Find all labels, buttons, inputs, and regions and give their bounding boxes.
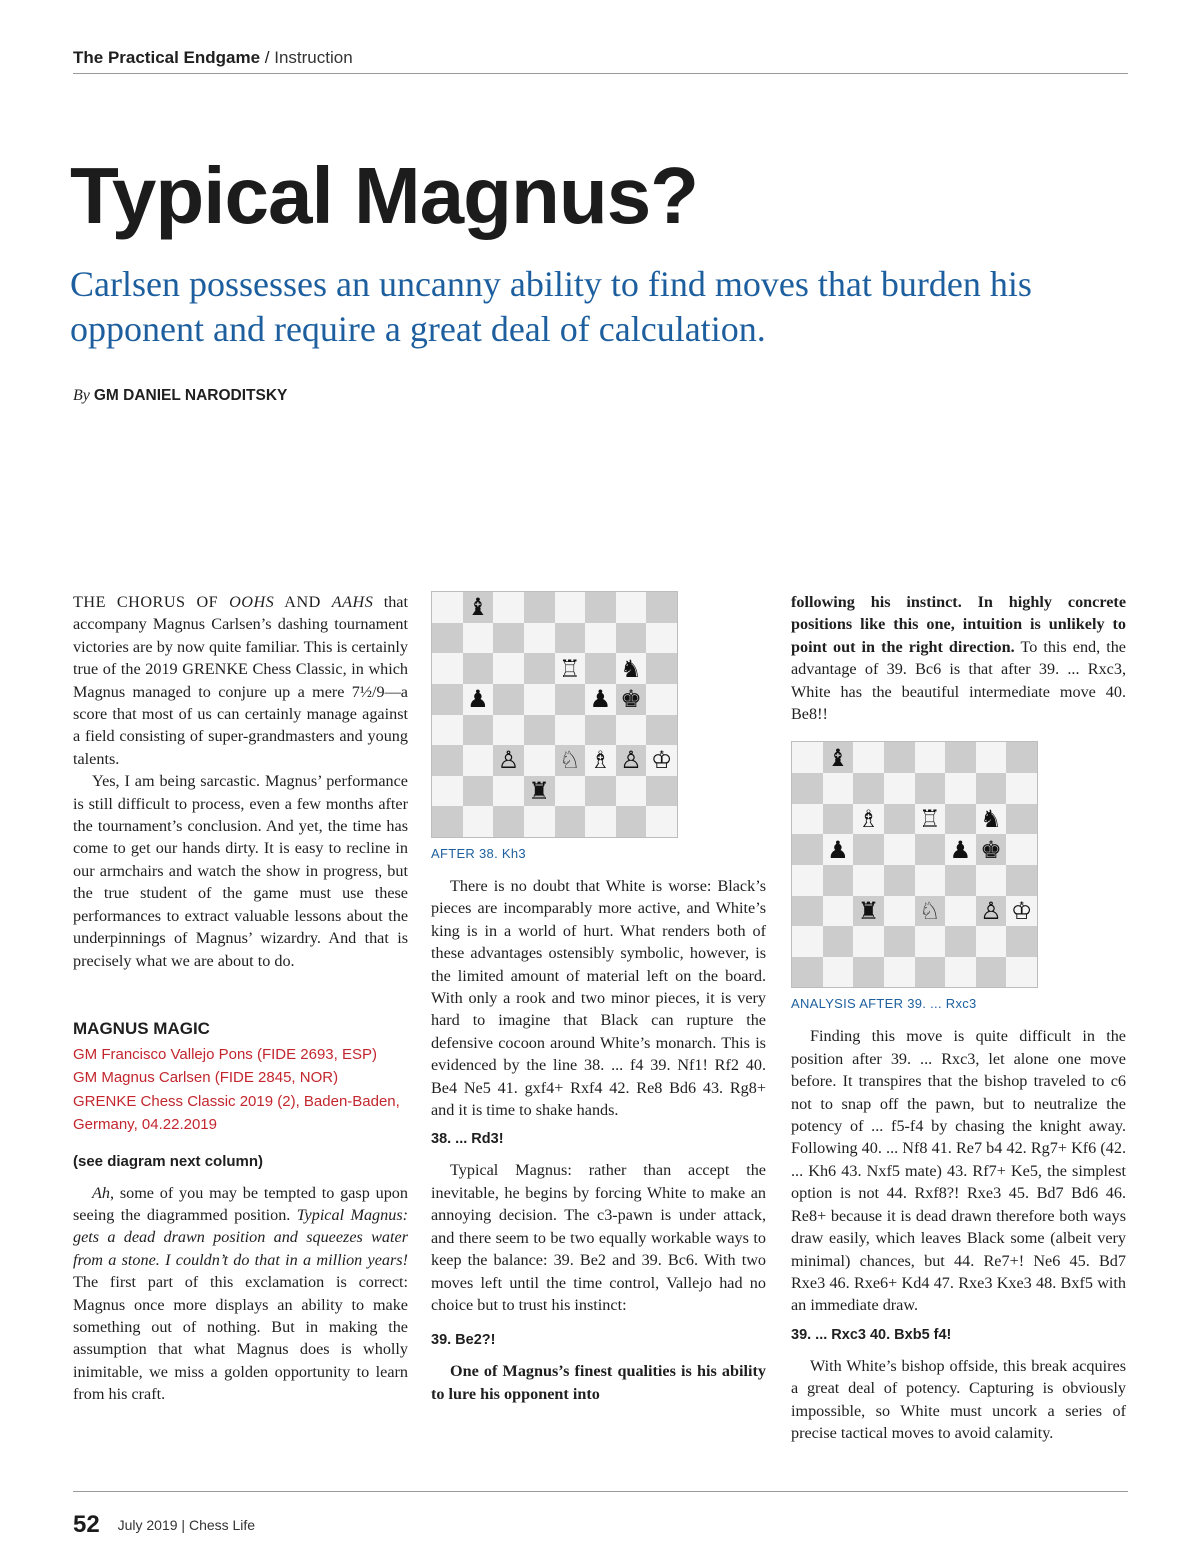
chess-piece-square: ♙	[493, 745, 524, 776]
board-square	[524, 592, 555, 623]
board-square	[616, 592, 647, 623]
header-separator: /	[260, 48, 275, 67]
board-square	[432, 715, 463, 746]
board-square	[823, 804, 854, 835]
board-square	[646, 653, 677, 684]
column-3	[791, 591, 1126, 1444]
paragraph-8: Finding this move is quite difficult in the position after 39. ... Rxc3, let alone one move before. It transpires that the bishop traveled to c6 not to snap off the pawn, but to neutralize the potency of ... f5-f4 by chasing the knight away. Following 40. ... Nf8 41. Re7 b4 42. Rg7+ Kf6 (42. ... Kh6 43. Nxf5 mate) 43. Rf7+ Ke5, the simplest option is not 44. Rxf8?! Rxe3 45. Bd7 Bd6 46. Re8+ because it is dead drawn therefore both ways draw easily, which leaves Black some (albeit very minimal) chances, but 44. Re7+! Ne6 45. Bd7 Rxe3 46. Rxe6+ Kd4 47. Rxe3 Kxe3 48. Bxf5 with an immediate draw.	[791, 1027, 1126, 1315]
board-square	[884, 865, 915, 896]
board-square	[1006, 742, 1037, 773]
intro-paragraph: THE CHORUS OF OOHS AND AAHS that accompany Magnus Carlsen’s dashing tournament victories are by now quite familiar. This is certainly true of the 2019 GRENKE Chess Classic, in which Magnus managed to conjure up a mere 7½/9—a score that most of us can certainly manage against a field consisting of super-grandmasters and young talents.	[73, 593, 408, 768]
board-square	[792, 865, 823, 896]
board-square	[945, 773, 976, 804]
chess-piece-square: ♝	[463, 592, 494, 623]
board-square	[976, 742, 1007, 773]
board-square	[616, 806, 647, 837]
board-square	[524, 623, 555, 654]
move-heading-2: 39. Be2?!	[431, 1332, 496, 1349]
board-square	[585, 623, 616, 654]
board-square	[915, 926, 946, 957]
board-square	[792, 773, 823, 804]
section-heading: MAGNUS MAGIC	[73, 1018, 210, 1038]
board-square	[555, 806, 586, 837]
board-square	[976, 957, 1007, 988]
board-square	[792, 896, 823, 927]
event-info: GRENKE Chess Classic 2019 (2), Baden-Baden, Germany, 04.22.2019	[73, 1092, 400, 1134]
byline-by: By	[73, 387, 90, 404]
chess-piece-square: ♞	[976, 804, 1007, 835]
diagram-1-caption: AFTER 38. Kh3	[431, 846, 526, 861]
board-square	[646, 592, 677, 623]
chess-piece-square: ♝	[823, 742, 854, 773]
board-square	[945, 742, 976, 773]
board-square	[915, 773, 946, 804]
board-square	[1006, 834, 1037, 865]
board-square	[823, 773, 854, 804]
paragraph-6: One of Magnus’s finest qualities is his ability to lure his opponent into	[431, 1362, 766, 1403]
board-square	[823, 957, 854, 988]
paragraph-9: With White’s bishop offside, this break acquires a great deal of potency. Capturing is obviously impossible, so White must uncork a series of precise tactical moves to avoid calamity.	[791, 1356, 1126, 1442]
diagram-2-caption: ANALYSIS AFTER 39. ... Rxc3	[791, 996, 977, 1012]
board-square	[945, 896, 976, 927]
header-section: The Practical Endgame	[73, 48, 261, 67]
board-square	[493, 684, 524, 715]
chess-piece-square: ♗	[853, 804, 884, 835]
board-square	[945, 804, 976, 835]
board-square	[853, 957, 884, 988]
board-square	[555, 684, 586, 715]
article-title: Typical Magnus?	[70, 151, 699, 240]
board-square	[945, 865, 976, 896]
chess-piece-square: ♜	[524, 776, 555, 807]
board-square	[792, 957, 823, 988]
chess-diagram-2	[791, 741, 1038, 988]
byline	[73, 386, 287, 406]
board-square	[463, 776, 494, 807]
board-square	[646, 684, 677, 715]
board-square	[976, 773, 1007, 804]
board-square	[1006, 804, 1037, 835]
board-square	[463, 715, 494, 746]
chess-piece-square: ♟	[945, 834, 976, 865]
board-square	[585, 806, 616, 837]
chess-piece-square: ♗	[585, 745, 616, 776]
board-square	[915, 865, 946, 896]
board-square	[976, 865, 1007, 896]
board-square	[463, 653, 494, 684]
board-square	[792, 926, 823, 957]
board-square	[823, 926, 854, 957]
board-square	[853, 773, 884, 804]
chess-piece-square: ♙	[976, 896, 1007, 927]
board-square	[585, 653, 616, 684]
paragraph-2: Yes, I am being sarcastic. Magnus’ performance is still difficult to process, even a few months after the tournament’s conclusion. And yet, the time has come to get our hands dirty. It is easy to recline in our armchairs and watch the show in progress, but the true student of the game must use these performances to extract valuable lessons about the underpinnings of Magnus’ wizardry. And that is precisely what we are about to do.	[73, 772, 408, 970]
white-player: GM Francisco Vallejo Pons (FIDE 2693, ESP)	[73, 1045, 377, 1063]
paragraph-7: following his instinct. In highly concrete positions like this one, intuition is unlikely to point out in the right direction. To this end, the advantage of 39. Bc6 is that after 39. ... Rxc3, White has the beautiful intermediate move 40. Be8!!	[791, 593, 1126, 724]
chess-piece-square: ♜	[853, 896, 884, 927]
board-square	[524, 806, 555, 837]
board-square	[853, 834, 884, 865]
board-square	[646, 806, 677, 837]
board-square	[646, 776, 677, 807]
board-square	[884, 804, 915, 835]
paragraph-5: Typical Magnus: rather than accept the inevitable, he begins by forcing White to make an annoying decision. The c3-pawn is under attack, and there seem to be two equally workable ways to keep the balance: 39. Be2 and 39. Bc6. With two moves left until the time control, Vallejo had no choice but to trust his instinct:	[431, 1161, 766, 1314]
chess-piece-square: ♖	[915, 804, 946, 835]
board-square	[493, 592, 524, 623]
board-square	[1006, 865, 1037, 896]
board-square	[646, 623, 677, 654]
board-square	[616, 715, 647, 746]
see-diagram-note: (see diagram next column)	[73, 1152, 264, 1170]
board-square	[585, 776, 616, 807]
board-square	[432, 653, 463, 684]
board-square	[976, 926, 1007, 957]
board-square	[463, 623, 494, 654]
board-square	[646, 715, 677, 746]
chess-diagram-1	[431, 591, 678, 838]
move-heading-3: 39. ... Rxc3 40. Bxb5 f4!	[791, 1326, 952, 1343]
board-square	[432, 776, 463, 807]
board-square	[432, 806, 463, 837]
byline-author: GM DANIEL NARODITSKY	[93, 387, 288, 404]
board-square	[915, 834, 946, 865]
board-square	[524, 715, 555, 746]
chess-piece-square: ♞	[616, 653, 647, 684]
footer-magazine: Chess Life	[188, 1517, 256, 1533]
chess-piece-square: ♔	[646, 745, 677, 776]
board-square	[915, 742, 946, 773]
board-square	[616, 623, 647, 654]
board-square	[884, 957, 915, 988]
board-square	[585, 592, 616, 623]
chess-piece-square: ♟	[585, 684, 616, 715]
board-square	[555, 592, 586, 623]
board-square	[524, 745, 555, 776]
board-square	[585, 715, 616, 746]
board-square	[1006, 926, 1037, 957]
article-deck: Carlsen possesses an uncanny ability to find moves that burden his opponent and require a great deal of calculation.	[70, 264, 1032, 349]
board-square	[493, 653, 524, 684]
board-square	[493, 806, 524, 837]
chess-piece-square: ♚	[616, 684, 647, 715]
board-square	[792, 804, 823, 835]
board-square	[884, 773, 915, 804]
board-square	[524, 684, 555, 715]
board-square	[555, 776, 586, 807]
board-square	[1006, 957, 1037, 988]
board-square	[1006, 773, 1037, 804]
board-square	[555, 715, 586, 746]
chess-piece-square: ♟	[823, 834, 854, 865]
footer-separator: |	[181, 1517, 186, 1533]
board-square	[432, 745, 463, 776]
board-square	[853, 742, 884, 773]
footer-rule	[73, 1491, 1128, 1492]
page-number: 52	[73, 1511, 100, 1538]
chess-piece-square: ♙	[616, 745, 647, 776]
chess-piece-square: ♘	[915, 896, 946, 927]
chess-piece-square: ♟	[463, 684, 494, 715]
board-square	[823, 865, 854, 896]
column-1	[73, 591, 408, 1406]
board-square	[493, 623, 524, 654]
chess-piece-square: ♚	[976, 834, 1007, 865]
header-subsection: Instruction	[274, 48, 353, 67]
footer-date: July 2019	[117, 1517, 178, 1533]
paragraph-4: There is no doubt that White is worse: Black’s pieces are incomparably more active, and White’s king is in a world of hurt. What renders both of these advantages ostensibly symbolic, however, is the limited amount of material left on the board. With only a rook and two minor pieces, it is very hard to imagine that Black can rupture the defensive cocoon around White’s monarch. This is evidenced by the line 38. ... f4 39. Nf1! Rf2 40. Be4 Ne5 41. gxf4+ Rxf4 42. Re8 Bd6 43. Rg8+ and it is time to shake hands.	[431, 877, 766, 1120]
board-square	[432, 684, 463, 715]
board-square	[915, 957, 946, 988]
paragraph-3: Ah, some of you may be tempted to gasp upon seeing the diagrammed position. Typical Magnus: gets a dead drawn position and squeezes water from a stone. I couldn’t do that in a million years! The first part of this exclamation is correct: Magnus once more displays an ability to make something out of nothing. But in making the assumption that what Magnus does is wholly inimitable, we miss a golden opportunity to learn from his craft.	[73, 1183, 409, 1404]
chess-piece-square: ♖	[555, 653, 586, 684]
board-square	[792, 834, 823, 865]
board-square	[884, 742, 915, 773]
board-square	[555, 623, 586, 654]
board-square	[853, 865, 884, 896]
board-square	[493, 776, 524, 807]
board-square	[823, 896, 854, 927]
chess-piece-square: ♔	[1006, 896, 1037, 927]
board-square	[945, 957, 976, 988]
board-square	[945, 926, 976, 957]
board-square	[792, 742, 823, 773]
board-square	[493, 715, 524, 746]
board-square	[524, 653, 555, 684]
board-square	[884, 834, 915, 865]
board-square	[616, 776, 647, 807]
board-square	[884, 926, 915, 957]
board-square	[853, 926, 884, 957]
move-heading-1: 38. ... Rd3!	[431, 1131, 504, 1148]
page-footer	[73, 1512, 255, 1538]
chess-piece-square: ♘	[555, 745, 586, 776]
game-header	[73, 1043, 408, 1137]
board-square	[463, 745, 494, 776]
black-player: GM Magnus Carlsen (FIDE 2845, NOR)	[73, 1069, 339, 1087]
board-square	[463, 806, 494, 837]
board-square	[432, 592, 463, 623]
column-2	[431, 591, 766, 1405]
running-header	[73, 47, 1128, 74]
board-square	[432, 623, 463, 654]
board-square	[884, 896, 915, 927]
